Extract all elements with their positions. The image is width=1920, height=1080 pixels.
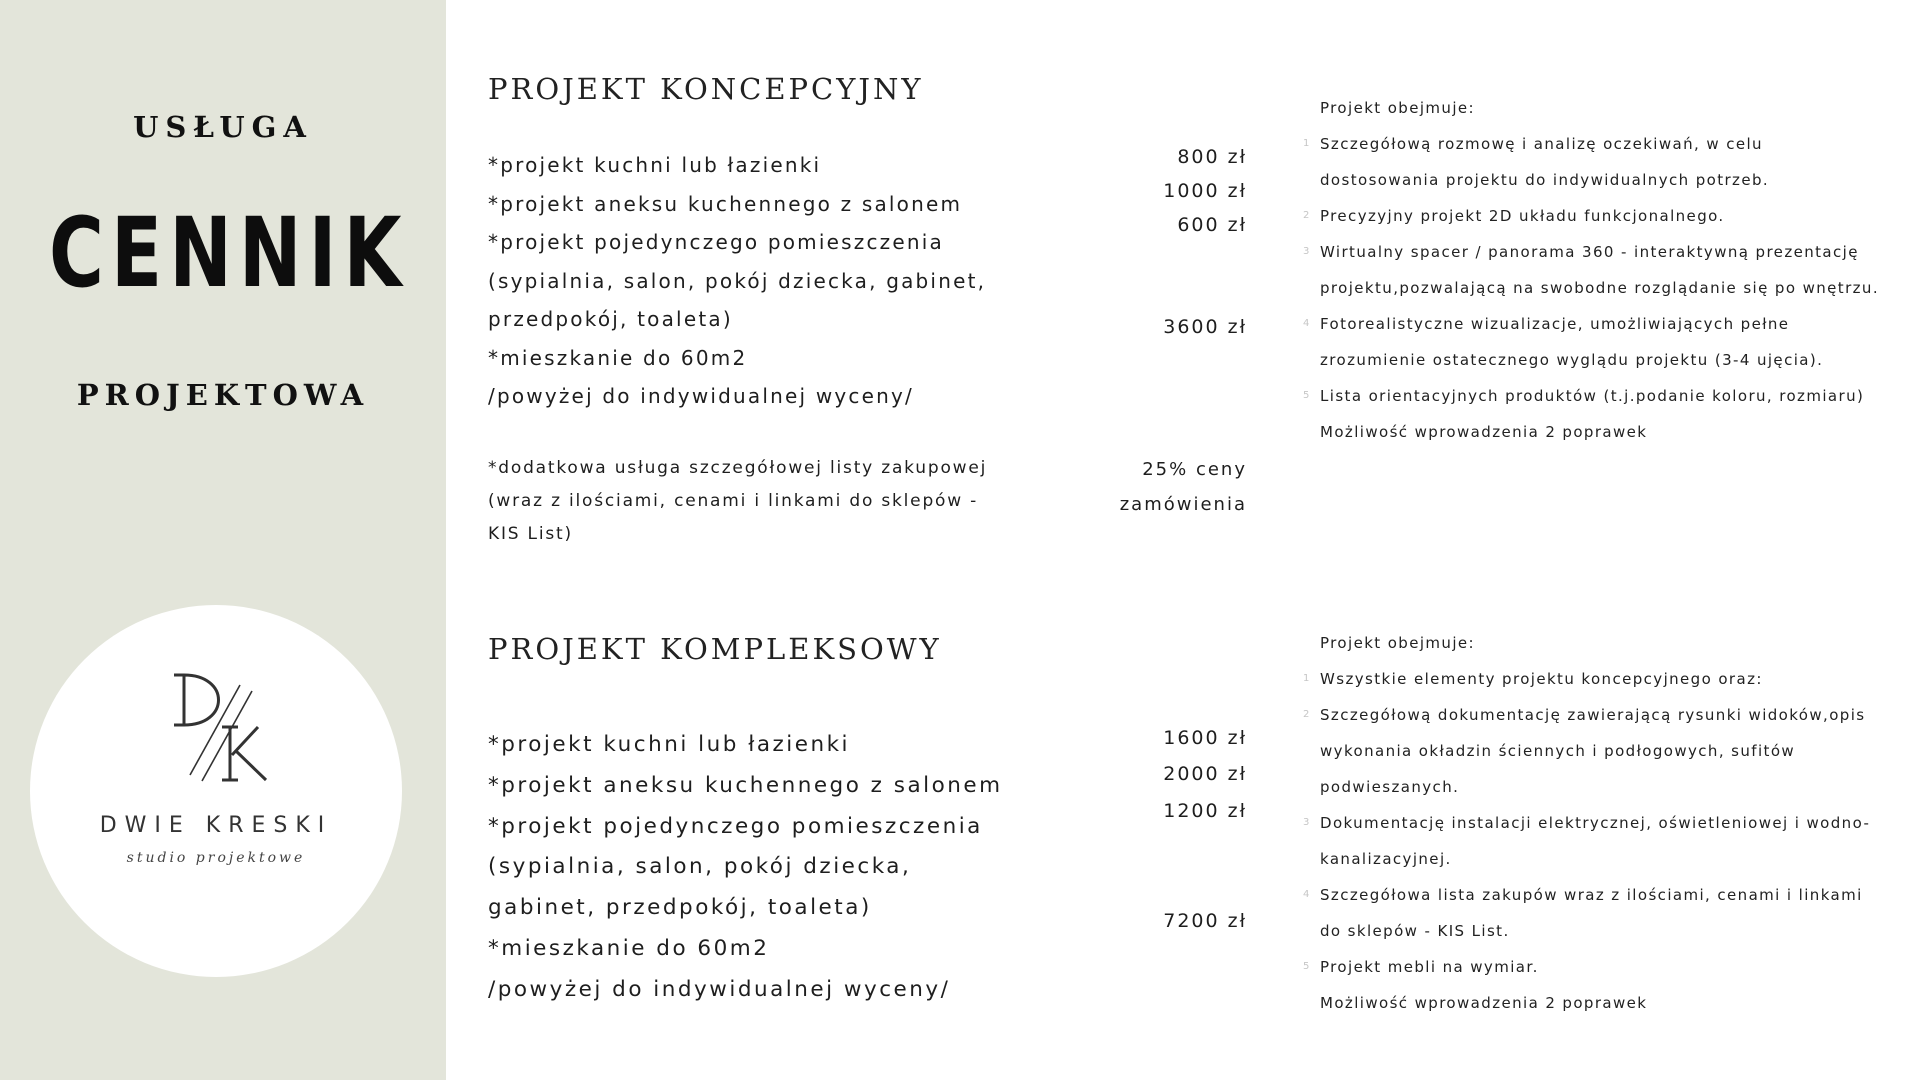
list-item: 3 Dokumentację instalacji elektrycznej, oświetleniowej i wodno- kanalizacyjnej. xyxy=(1303,814,1871,868)
list-item: 1 Szczegółową rozmowę i analizę oczekiwań, w celu dostosowania projektu do indywidualnych potrzeb. xyxy=(1303,135,1770,189)
section-title-kompleksowy: PROJEKT KOMPLEKSOWY xyxy=(488,632,942,666)
list-item: 4 Fotorealistyczne wizualizacje, umożliwiających pełne zrozumienie ostatecznego wyglądu projektu (3-4 ujęcia). xyxy=(1303,315,1824,369)
logo-name: DWIE KRESKI xyxy=(99,813,333,838)
list-item: 2 Szczegółową dokumentację zawierającą rysunki widoków,opis wykonania okładzin ściennych i podłogowych, sufitów podwieszanych. xyxy=(1303,706,1866,796)
list-item: 3 Wirtualny spacer / panorama 360 - interaktywną prezentację projektu,pozwalającą na swobodne rozglądanie się po wnętrzu. xyxy=(1303,243,1879,297)
addon-price: 25% ceny zamówienia xyxy=(1119,459,1247,515)
logo xyxy=(30,605,402,977)
list-item: 5 Lista orientacyjnych produktów (t.j.podanie koloru, rozmiaru) xyxy=(1303,387,1865,405)
price-annex: 2000 zł xyxy=(1163,763,1247,785)
list-item: /powyżej do indywidualnej wyceny/ xyxy=(488,384,914,408)
list-item: 4 Szczegółowa lista zakupów wraz z ilościami, cenami i linkami do sklepów - KIS List. xyxy=(1303,886,1863,940)
revisions-note: Możliwość wprowadzenia 2 poprawek xyxy=(1320,994,1648,1012)
price-annex: 1000 zł xyxy=(1163,180,1247,202)
list-item: *mieszkanie do 60m2 xyxy=(488,935,770,961)
price-kitchen-bath: 1600 zł xyxy=(1163,727,1247,749)
list-item: przedpokój, toaleta) xyxy=(488,307,733,331)
page-title: CENNIK xyxy=(49,197,409,309)
koncepcyjny-items xyxy=(488,146,986,416)
list-item: 2 Precyzyjny projekt 2D układu funkcjonalnego. xyxy=(1303,207,1725,225)
list-item: /powyżej do indywidualnej wyceny/ xyxy=(488,976,951,1002)
price-kitchen-bath: 800 zł xyxy=(1177,146,1247,168)
list-item: (sypialnia, salon, pokój dziecka, gabinet, xyxy=(488,268,987,293)
price-apartment: 7200 zł xyxy=(1163,910,1247,932)
addon-description: *dodatkowa usługa szczegółowej listy zakupowej (wraz z ilościami, cenami i linkami do sklepów - KIS List) xyxy=(488,458,988,544)
kompleksowy-items xyxy=(488,725,1003,1011)
list-item: (sypialnia, salon, pokój dziecka, xyxy=(488,854,912,880)
list-item: *projekt pojedynczego pomieszczenia xyxy=(488,230,944,254)
revisions-note: Możliwość wprowadzenia 2 poprawek xyxy=(1320,423,1648,441)
price-apartment: 3600 zł xyxy=(1163,316,1247,338)
section-title-koncepcyjny: PROJEKT KONCEPCYJNY xyxy=(488,72,924,106)
koncepcyjny-includes xyxy=(1303,90,1920,450)
list-item: *projekt kuchni lub łazienki xyxy=(488,153,822,177)
list-item: *projekt aneksu kuchennego z salonem xyxy=(488,191,963,216)
list-item: *projekt pojedynczego pomieszczenia xyxy=(488,813,983,839)
list-item: *mieszkanie do 60m2 xyxy=(488,345,748,370)
sidebar-label-top: USŁUGA xyxy=(133,110,313,144)
list-item: *projekt aneksu kuchennego z salonem xyxy=(488,772,1003,798)
list-item: 1 Wszystkie elementy projektu koncepcyjnego oraz: xyxy=(1303,670,1763,688)
price-single-room: 1200 zł xyxy=(1163,800,1247,822)
sidebar-label-bottom: PROJEKTOWA xyxy=(76,378,370,412)
list-item: gabinet, przedpokój, toaleta) xyxy=(488,895,872,921)
list-item: *projekt kuchni lub łazienki xyxy=(488,732,851,757)
logo-tagline: studio projektowe xyxy=(126,850,306,866)
kompleksowy-includes xyxy=(1303,625,1920,1021)
includes-title: Projekt obejmuje: xyxy=(1320,99,1475,117)
list-item: 5 Projekt mebli na wymiar. xyxy=(1303,958,1539,976)
price-single-room: 600 zł xyxy=(1177,214,1247,236)
dk-monogram-icon xyxy=(170,665,270,795)
includes-title: Projekt obejmuje: xyxy=(1320,634,1475,652)
sidebar xyxy=(0,0,446,1080)
